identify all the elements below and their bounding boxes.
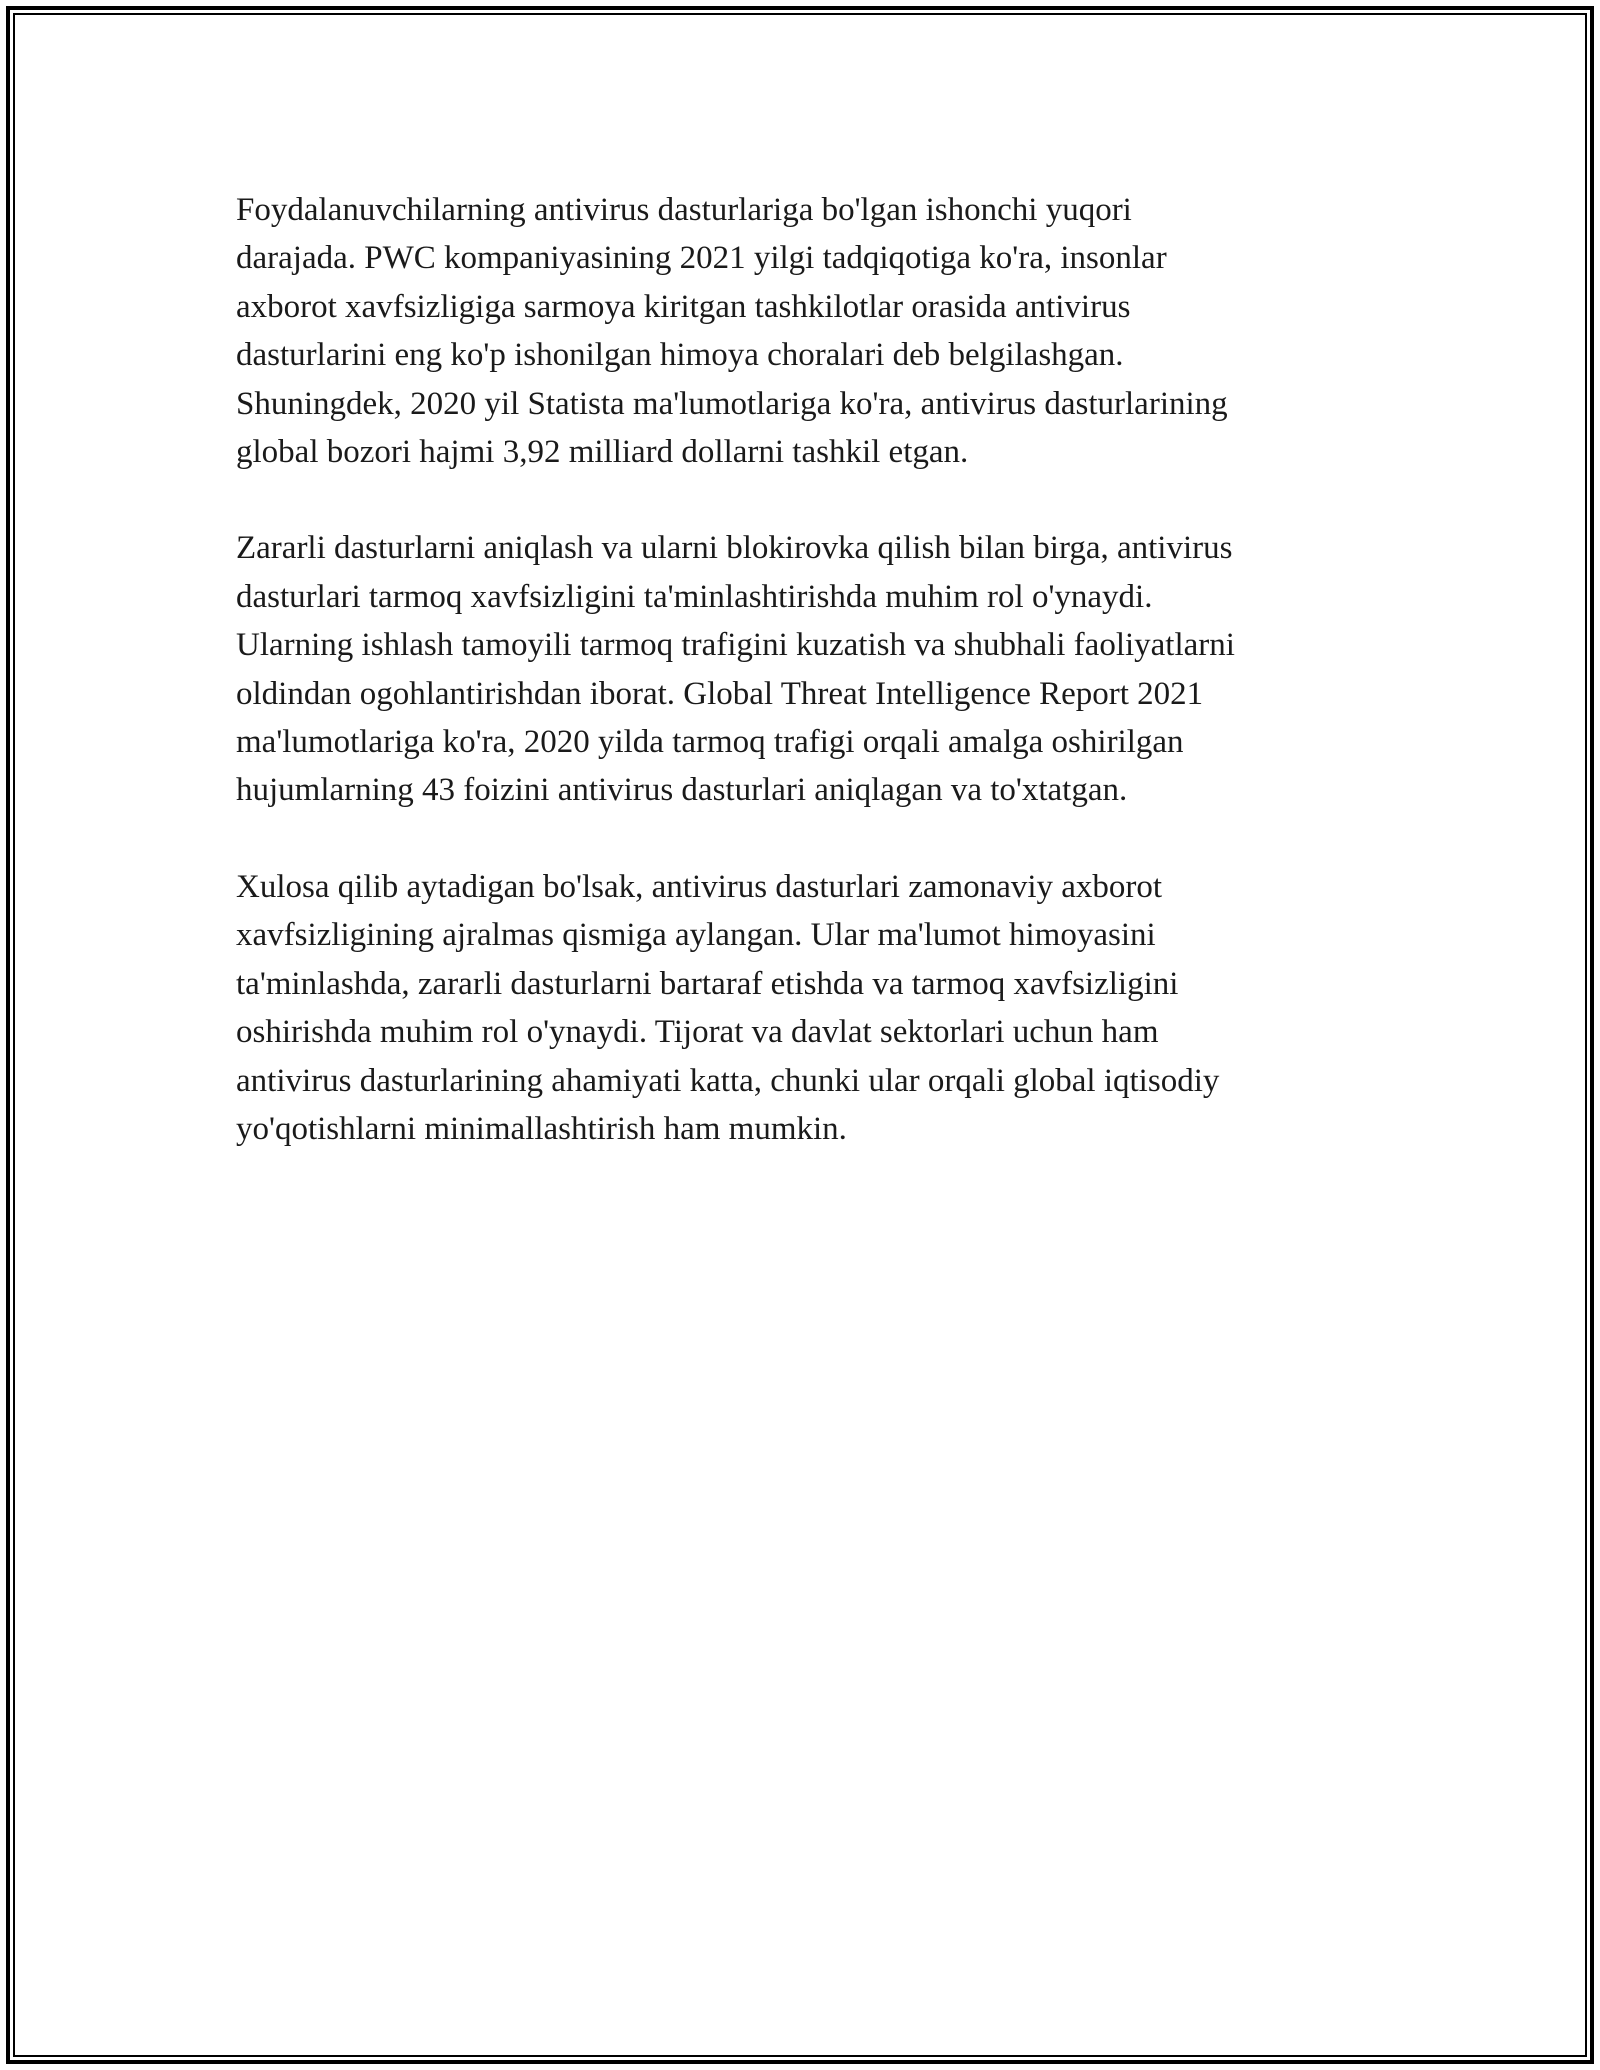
text-line: axborot xavfsizligiga sarmoya kiritgan tashkilotlar orasida antivirus: [236, 288, 1131, 325]
text-line: Xulosa qilib aytadigan bo'lsak, antivirus dasturlari zamonaviy axborot: [236, 868, 1163, 905]
text-line: global bozori hajmi 3,92 milliard dollarni tashkil etgan.: [236, 434, 969, 471]
text-line: Ularning ishlash tamoyili tarmoq trafigini kuzatish va shubhali faoliyatlarni: [236, 627, 1235, 664]
text-line: antivirus dasturlarining ahamiyati katta, chunki ular orqali global iqtisodiy: [236, 1062, 1220, 1099]
text-line: oshirishda muhim rol o'ynaydi. Tijorat va davlat sektorlari uchun ham: [236, 1014, 1159, 1051]
text-line: ma'lumotlariga ko'ra, 2020 yilda tarmoq trafigi orqali amalga oshirilgan: [236, 724, 1184, 761]
text-line: Zararli dasturlarni aniqlash va ularni blokirovka qilish bilan birga, antivirus: [236, 530, 1233, 567]
text-line: dasturlarini eng ko'p ishonilgan himoya choralari deb belgilashgan.: [236, 337, 1124, 374]
text-line: Foydalanuvchilarning antivirus dasturlariga bo'lgan ishonchi yuqori: [236, 192, 1132, 228]
paragraph-network-security: [236, 524, 1366, 814]
text-line: Shuningdek, 2020 yil Statista ma'lumotlariga ko'ra, antivirus dasturlarining: [236, 385, 1228, 422]
text-line: dasturlari tarmoq xavfsizligini ta'minlashtirishda muhim rol o'ynaydi.: [236, 578, 1153, 615]
paragraph-conclusion: [236, 863, 1366, 1153]
text-line: hujumlarning 43 foizini antivirus dasturlari aniqlagan va to'xtatgan.: [236, 772, 1128, 809]
document-body: [236, 186, 1366, 1201]
text-line: ta'minlashda, zararli dasturlarni bartaraf etishda va tarmoq xavfsizligini: [236, 965, 1179, 1002]
text-line: xavfsizligining ajralmas qismiga aylangan. Ular ma'lumot himoyasini: [236, 917, 1156, 954]
text-line: darajada. PWC kompaniyasining 2021 yilgi tadqiqotiga ko'ra, insonlar: [236, 240, 1167, 277]
text-line: oldindan ogohlantirishdan iborat. Global Threat Intelligence Report 2021: [236, 675, 1204, 712]
paragraph-antivirus-trust: [236, 186, 1366, 476]
text-line: yo'qotishlarni minimallashtirish ham mumkin.: [236, 1110, 847, 1147]
